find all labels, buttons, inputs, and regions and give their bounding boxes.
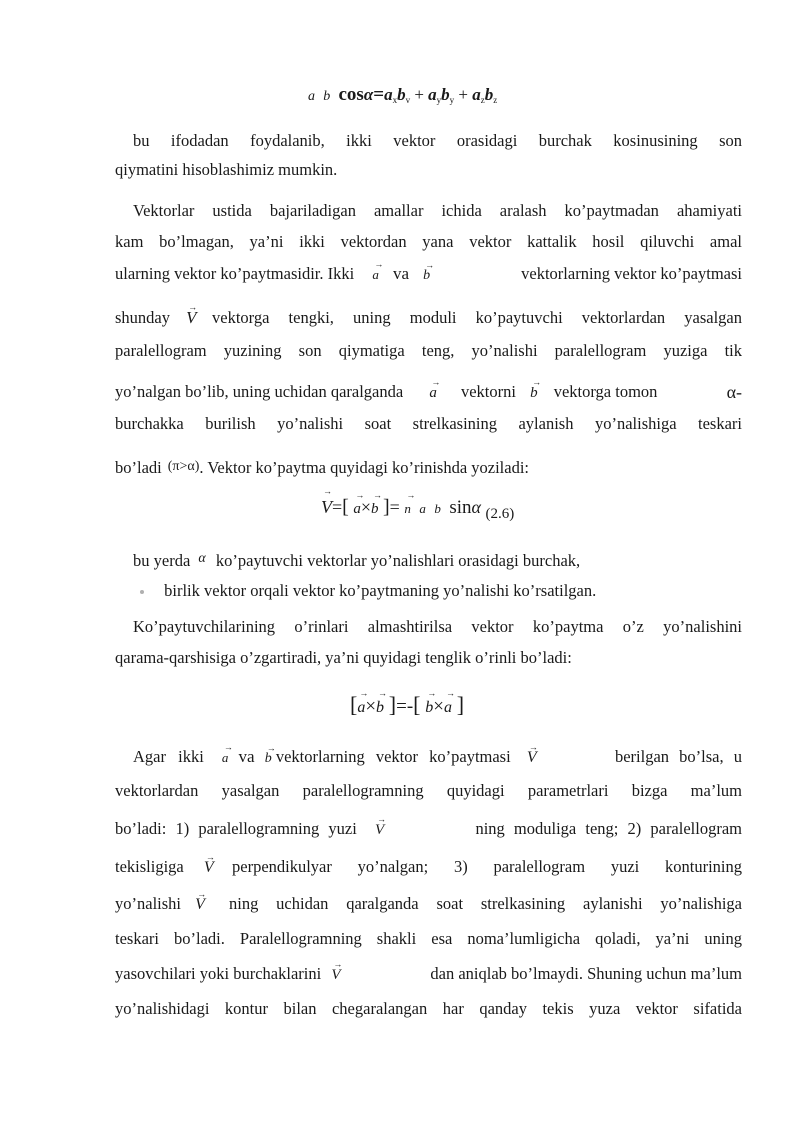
cross-n: → n bbox=[404, 501, 411, 517]
formula-az-sub: z bbox=[480, 95, 485, 105]
cross-a: → a bbox=[353, 501, 361, 518]
anticommutativity-formula bbox=[350, 692, 464, 718]
p3-line2 bbox=[140, 581, 740, 601]
p3-line1-text-a: bu yerda bbox=[133, 551, 191, 570]
p5-line1-text-c: berilgan bo’lsa, u bbox=[614, 747, 742, 766]
p1-line1: bu ifodadan foydalanib, ikki vektor orasidagi burchak kosinusining son bbox=[133, 131, 742, 150]
p5-line6: teskari bo’ladi. Paralellogramning shakli esa noma’lumligicha qoladi, ya’ni uning bbox=[115, 929, 742, 948]
cross-sin: sin bbox=[449, 497, 472, 518]
p5-vector-V-2: → V bbox=[375, 820, 384, 840]
anti-b: → b bbox=[376, 699, 384, 717]
cross-eq1: = bbox=[332, 497, 343, 517]
formula-by: b bbox=[441, 85, 450, 104]
p5-vector-a: → a bbox=[222, 748, 229, 768]
p5-vector-b: → b bbox=[265, 749, 272, 769]
anti-lb: [ bbox=[350, 692, 358, 717]
cross-lb: [ bbox=[342, 496, 349, 518]
p2-line4 bbox=[115, 308, 742, 328]
p4-line1: Ko’paytuvchilarining o’rinlari almashtirilsa vektor ko’paytma o’z yo’nalishini bbox=[133, 617, 742, 636]
anti-b2: → b bbox=[425, 699, 433, 717]
p5-line3-text-b: ning moduliga teng; 2) paralellogram bbox=[475, 819, 742, 838]
formula-eq: = bbox=[373, 84, 385, 105]
anti-eq: =- bbox=[396, 696, 414, 717]
va-word: va bbox=[392, 264, 409, 283]
p1-line2: qiymatini hisoblashimiz mumkin. bbox=[115, 160, 338, 179]
cross-mod-b: b bbox=[434, 501, 441, 516]
formula-ax: a bbox=[384, 85, 393, 104]
p5-line7-text-b: dan aniqlab bo’lmaydi. Shuning uchun ma’lum bbox=[430, 964, 742, 983]
formula-az: a bbox=[472, 85, 481, 104]
p5-line2: vektorlardan yasalgan paralellogramning quyidagi parametrlari bizga ma’lum bbox=[115, 781, 742, 800]
p5-line3 bbox=[115, 819, 742, 840]
anti-a2: → a bbox=[444, 699, 452, 717]
cross-alpha: α bbox=[471, 497, 481, 517]
p5-vector-V-3: → V bbox=[204, 858, 214, 878]
alpha-symbol-2: α bbox=[198, 551, 206, 566]
formula-bz: b bbox=[484, 85, 494, 104]
p5-line5-text-b: ning uchidan qaralganda soat strelkasining aylanishi yo’nalishiga bbox=[229, 894, 742, 913]
cross-V: → V bbox=[321, 497, 332, 518]
anti-rb: ] bbox=[388, 692, 397, 717]
anti-lb2: [ bbox=[413, 692, 421, 717]
p5-vector-V-4: → V bbox=[195, 895, 205, 915]
p5-line4-text-b: perpendikulyar yo’nalgan; 3) paralellogram yuzi konturining bbox=[232, 857, 742, 876]
formula-alpha: α bbox=[363, 85, 374, 104]
p5-line5-text-a: yo’nalishi bbox=[115, 894, 181, 913]
cross-mod-a: a bbox=[419, 501, 426, 516]
formula-by-sub: y bbox=[449, 95, 455, 105]
cross-product-formula bbox=[321, 496, 514, 523]
anti-a: → a bbox=[357, 699, 365, 717]
formula-bx: b bbox=[397, 85, 406, 104]
p5-line8: yo’nalishidagi kontur bilan chegaralangan har qanday tekis yuza vektor sifatida bbox=[115, 999, 742, 1018]
p3-line1 bbox=[133, 549, 742, 571]
p2-line8-text-a: bo’ladi bbox=[115, 458, 162, 477]
pi-greater-alpha: (π>α) bbox=[167, 459, 200, 474]
p5-line7 bbox=[115, 964, 742, 985]
p5-line1 bbox=[133, 747, 742, 769]
equation-number: (2.6) bbox=[485, 506, 515, 522]
p3-line1-text-b: ko’paytuvchi vektorlar yo’nalishlari orasidagi burchak, bbox=[215, 551, 581, 570]
anti-rb2: ] bbox=[456, 692, 465, 717]
p2-line4-text-b: vektorga tengki, uning moduli ko’paytuvchi vektorlardan yasalgan bbox=[212, 308, 742, 327]
p5-va-word: va bbox=[238, 747, 255, 766]
p5-line7-text-a: yasovchilari yoki burchaklarini bbox=[115, 964, 322, 983]
p2-line3-text-b: vektorlarning vektor ko’paytmasi bbox=[521, 264, 742, 283]
vector-a-symbol: → a bbox=[372, 265, 379, 285]
p2-line6-text-c: vektorga tomon bbox=[553, 382, 658, 401]
vector-b-symbol: → b bbox=[423, 266, 430, 286]
p2-line6-text-b: vektorni bbox=[460, 382, 516, 401]
formula-ay-sub: y bbox=[436, 95, 442, 105]
alpha-symbol: α- bbox=[726, 382, 742, 402]
p5-line1-text-a: Agar ikki bbox=[133, 747, 204, 766]
p5-line1-text-b: vektorlarning vektor ko’paytmasi bbox=[275, 747, 511, 766]
cross-eq2: = bbox=[389, 497, 400, 517]
p5-line5 bbox=[115, 894, 742, 915]
p2-line4-text-a: shunday bbox=[115, 308, 170, 327]
formula-bx-sub: v bbox=[405, 95, 411, 105]
formula-plus1: + bbox=[414, 85, 424, 104]
unit-vector-symbol bbox=[140, 590, 144, 594]
p5-line3-text-a: bo’ladi: 1) paralellogramning yuzi bbox=[115, 819, 357, 838]
cross-b: → b bbox=[371, 501, 379, 518]
p3-line2-text: birlik vektor orqali vektor ko’paytmaning yo’nalishi ko’rsatilgan. bbox=[164, 581, 597, 600]
p5-vector-V-5: → V bbox=[331, 965, 340, 985]
formula-a: a bbox=[308, 89, 315, 104]
p5-vector-V: → V bbox=[527, 748, 537, 768]
formula-cos: cos bbox=[338, 84, 364, 105]
anti-times: × bbox=[365, 696, 377, 717]
formula-plus2: + bbox=[458, 85, 468, 104]
p2-line6-text-a: yo’nalgan bo’lib, uning uchidan qaralganda bbox=[115, 382, 404, 401]
formula-ay: a bbox=[428, 85, 437, 104]
vector-a-symbol-2: → a bbox=[429, 383, 437, 403]
formula-bz-sub: z bbox=[493, 95, 498, 105]
formula-ax-sub: x bbox=[392, 95, 398, 105]
p2-line3-text-a: ularning vektor ko’paytmasidir. Ikki bbox=[115, 264, 355, 283]
p2-line8 bbox=[115, 457, 742, 478]
p2-line5: paralellogram yuzining son qiymatiga teng, yo’nalishi paralellogram yuziga tik bbox=[115, 341, 742, 360]
p2-line8-text-b: . Vektor ko’paytma quyidagi ko’rinishda yoziladi: bbox=[199, 458, 530, 477]
p2-line6 bbox=[115, 382, 742, 403]
p2-line2: kam bo’lmagan, ya’ni ikki vektordan yana vektor kattalik hosil qiluvchi amal bbox=[115, 232, 742, 251]
p5-line4-text-a: tekisligiga bbox=[115, 857, 184, 876]
p2-line7: burchakka burilish yo’nalishi soat strelkasining aylanish yo’nalishiga teskari bbox=[115, 414, 742, 433]
p5-line4 bbox=[115, 857, 742, 878]
dot-product-formula bbox=[308, 84, 497, 106]
cross-times: × bbox=[360, 497, 371, 517]
p4-line2: qarama-qarshisiga o’zgartiradi, ya’ni quyidagi tenglik o’rinli bo’ladi: bbox=[115, 648, 572, 667]
p2-line1: Vektorlar ustida bajariladigan amallar ichida aralash ko’paytmadan ahamiyati bbox=[133, 201, 742, 220]
formula-b: b bbox=[323, 89, 331, 104]
cross-rb: ] bbox=[382, 496, 390, 518]
anti-times2: × bbox=[433, 696, 444, 717]
vector-b-symbol-2: → b bbox=[530, 383, 538, 403]
vector-V-symbol: → V bbox=[186, 308, 196, 328]
p2-line3 bbox=[115, 264, 742, 286]
